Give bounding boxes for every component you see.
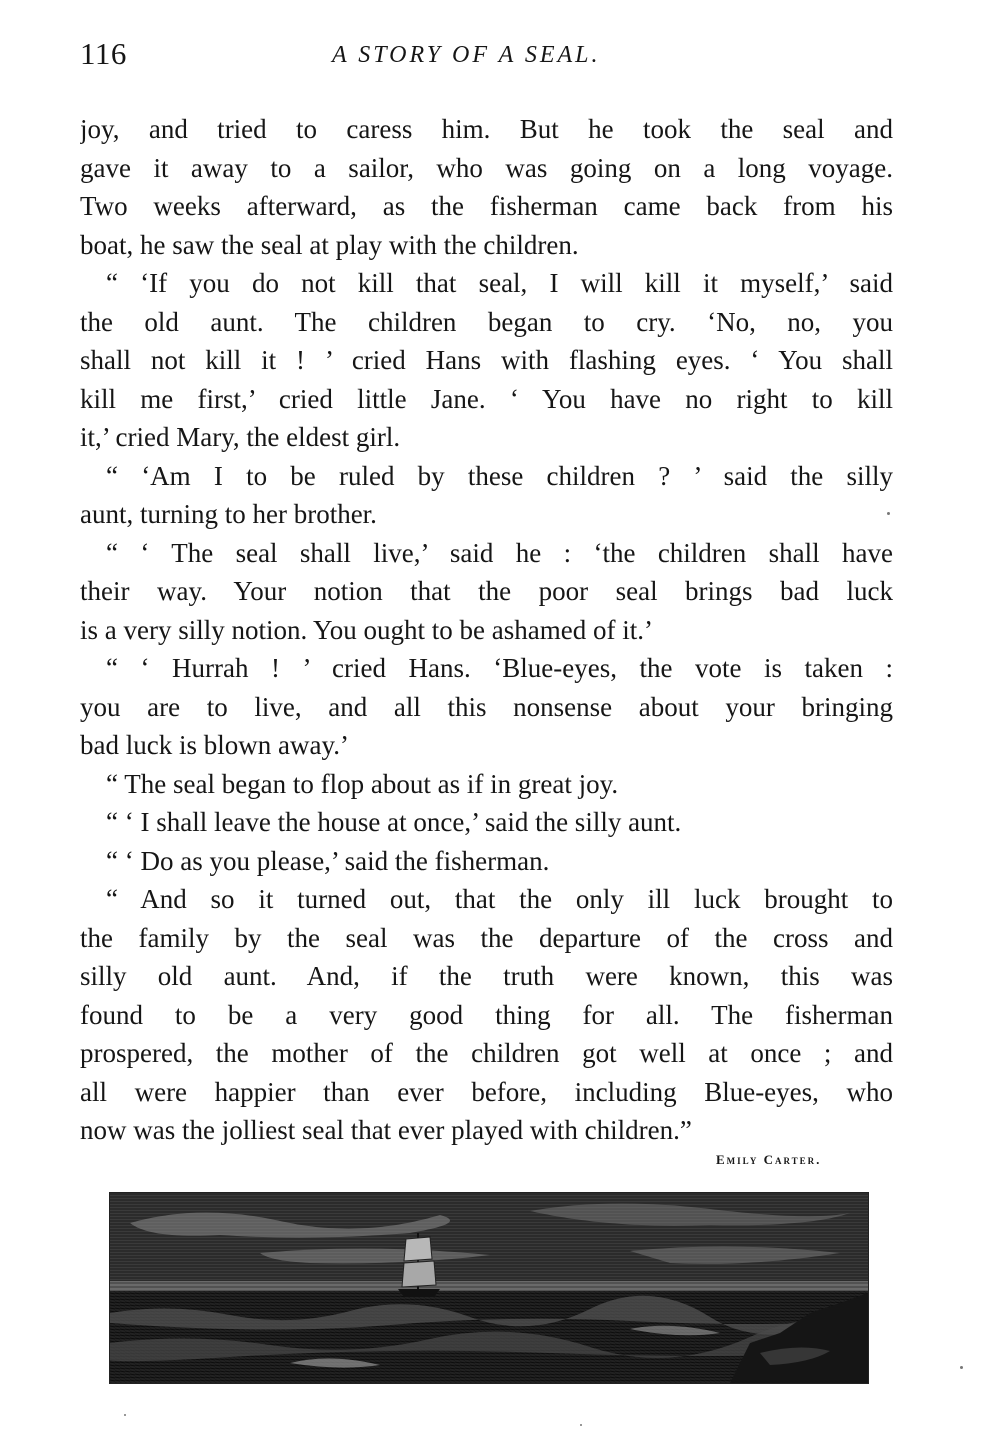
text-line: Two weeks afterward, as the fisherman came back from his — [80, 191, 893, 221]
text-line: you are to live, and all this nonsense about your bringing — [80, 691, 893, 722]
text-line: “ The seal began to flop about as if in great joy. — [106, 768, 619, 799]
text-line: it,’ cried Mary, the eldest girl. — [80, 422, 401, 452]
text-line: “ ‘ Do as you please,’ said the fisherman. — [106, 845, 550, 876]
paper-speck — [580, 1424, 582, 1426]
author-signature: Emily Carter. — [716, 1152, 822, 1167]
text-line: bad luck is blown away.’ — [80, 730, 349, 760]
text-line: their way. Your notion that the poor seal brings bad luck — [80, 576, 893, 606]
running-title: A STORY OF A SEAL. — [332, 42, 601, 68]
text-line: “ ‘ Hurrah ! ’ cried Hans. ‘Blue-eyes, the vote is taken : — [106, 653, 893, 683]
page-header — [80, 34, 896, 74]
text-line: prospered, the mother of the children got well at once ; and — [80, 1038, 893, 1068]
text-line: found to be a very good thing for all. The fisherman — [80, 999, 893, 1030]
paper-speck — [960, 1366, 963, 1369]
text-line: “ ‘ The seal shall live,’ said he : ‘the children shall have — [106, 537, 893, 568]
text-line: “ And so it turned out, that the only ill luck brought to — [106, 884, 893, 914]
text-line: the family by the seal was the departure of the cross and — [80, 922, 893, 953]
text-line: “ ‘ I shall leave the house at once,’ said the silly aunt. — [106, 807, 682, 837]
text-line: all were happier than ever before, including Blue-eyes, who — [80, 1076, 893, 1107]
text-line: “ ‘Am I to be ruled by these children ? ’ said the silly — [106, 460, 893, 491]
story-text — [80, 110, 893, 1150]
text-line: is a very silly notion. You ought to be ashamed of it.’ — [80, 614, 653, 645]
paper-speck — [124, 1414, 126, 1416]
text-line: gave it away to a sailor, who was going on a long voyage. — [80, 152, 893, 183]
text-line: “ ‘If you do not kill that seal, I will kill it myself,’ said — [106, 268, 893, 298]
text-line: now was the jolliest seal that ever played with children.” — [80, 1115, 692, 1145]
text-line: boat, he saw the seal at play with the children. — [80, 229, 579, 260]
page-number: 116 — [80, 36, 127, 71]
text-line: silly old aunt. And, if the truth were known, this was — [80, 961, 893, 991]
sea-illustration — [109, 1192, 869, 1384]
text-line: kill me first,’ cried little Jane. ‘ You have no right to kill — [80, 383, 893, 414]
paper-speck — [887, 512, 890, 515]
text-line: aunt, turning to her brother. — [80, 499, 377, 529]
text-line: shall not kill it ! ’ cried Hans with flashing eyes. ‘ You shall — [80, 345, 893, 375]
text-line: the old aunt. The children began to cry. ‘No, no, you — [80, 306, 893, 337]
sea-engraving-icon — [110, 1193, 868, 1383]
text-line: joy, and tried to caress him. But he took the seal and — [80, 114, 893, 144]
